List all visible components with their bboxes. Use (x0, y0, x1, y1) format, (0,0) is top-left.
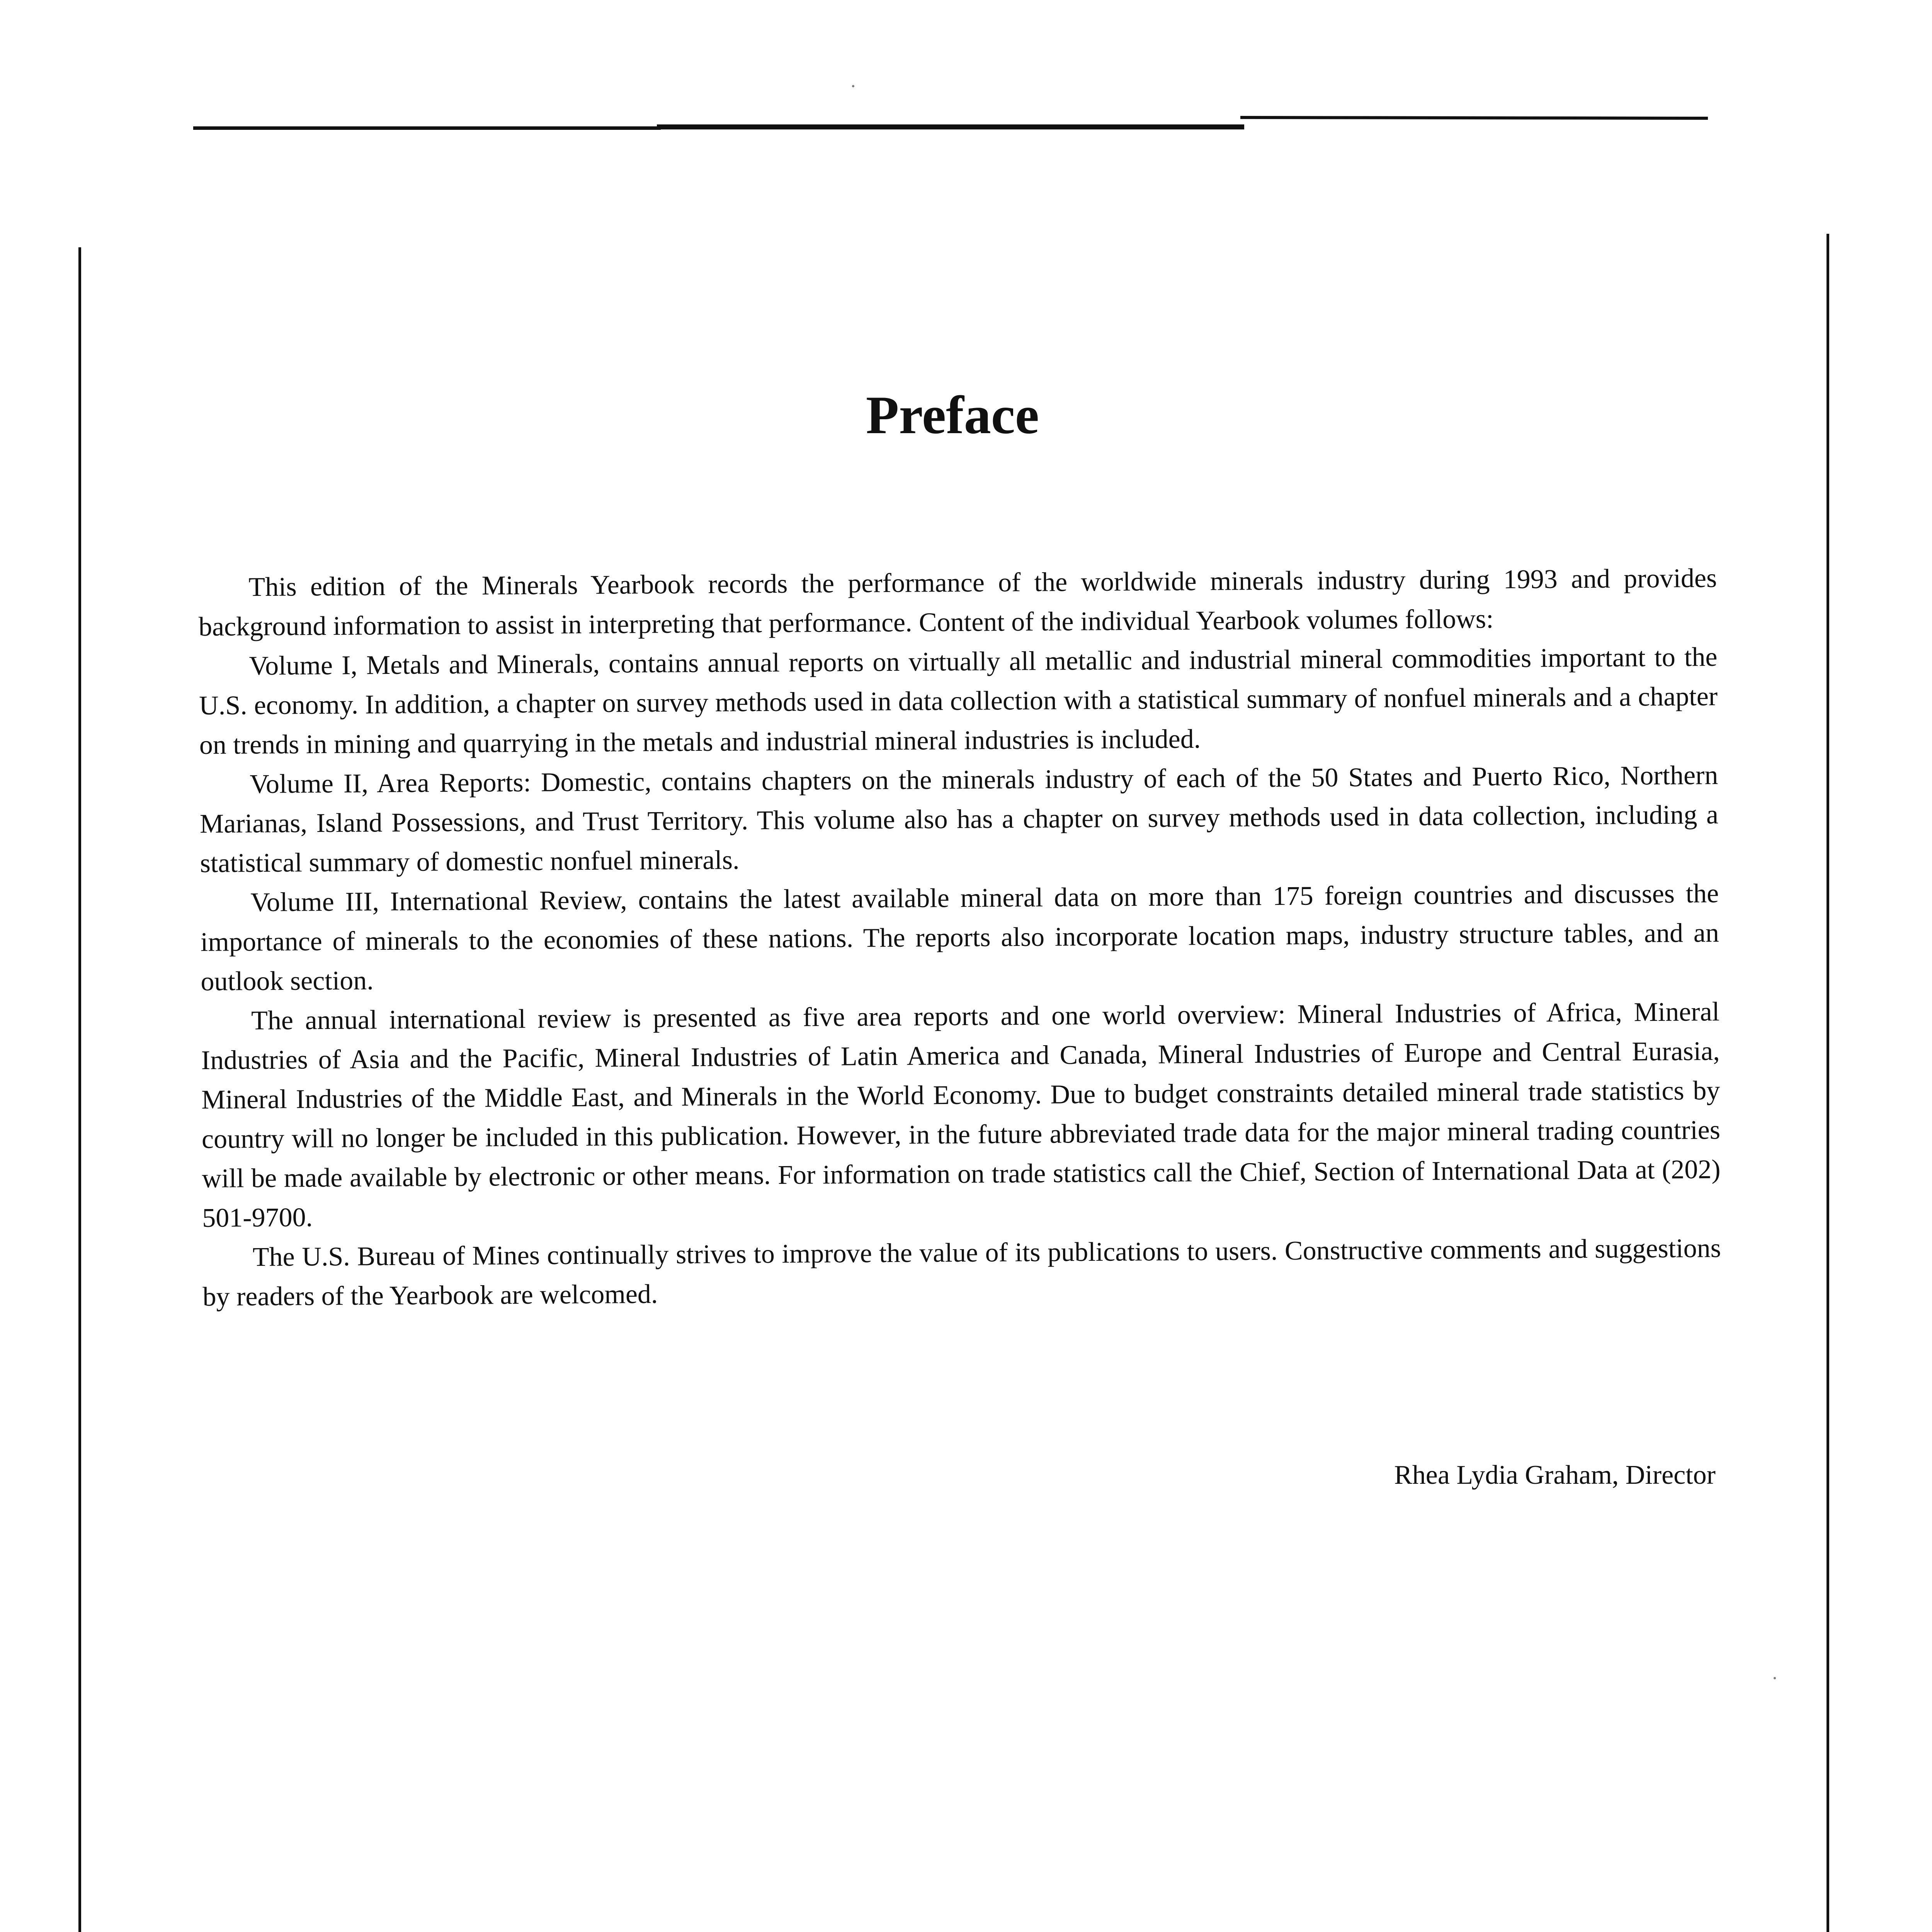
right-margin-rule (1827, 234, 1829, 1932)
preface-paragraph-feedback: The U.S. Bureau of Mines continually strives to improve the value of its publications to users. Constructive comments and suggestions by readers of the Yearbook are welcomed. (202, 1233, 1721, 1312)
preface-body (198, 559, 1721, 1317)
top-rule-left-segment (193, 126, 661, 130)
preface-paragraph-volume-three: Volume III, International Review, contains the latest available mineral data on more than 175 foreign countries and discusses the importance of minerals to the economies of these nations. The reports also incorporate location maps, industry structure tables, and an outlook section. (200, 878, 1719, 997)
preface-paragraph-volume-two: Volume II, Area Reports: Domestic, contains chapters on the minerals industry of each of the 50 States and Puerto Rico, Northern Marianas, Island Possessions, and Trust Territory. This volume also has a chapter on survey methods used in data collection, including a statistical summary of domestic nonfuel minerals. (199, 760, 1719, 878)
preface-paragraph-overview: This edition of the Minerals Yearbook records the performance of the worldwide minerals industry during 1993 and provides background information to assist in interpreting that performance. Content of the individual Yearbook volumes follows: (198, 563, 1717, 642)
top-rule-center-segment (657, 124, 1244, 129)
scan-speck (1774, 1677, 1776, 1679)
top-rule-right-segment (1240, 116, 1708, 120)
director-signature: Rhea Lydia Graham, Director (1394, 1460, 1716, 1490)
preface-paragraph-volume-one: Volume I, Metals and Minerals, contains annual reports on virtually all metallic and industrial mineral commodities important to the U.S. economy. In addition, a chapter on survey methods used in data collection with a statistical summary of nonfuel minerals and a chapter on trends in mining and quarrying in the metals and industrial mineral industries is included. (199, 642, 1718, 760)
scan-speck (852, 85, 854, 87)
preface-paragraph-international-review: The annual international review is presented as five area reports and one world overview: Mineral Industries of Africa, Mineral Industries of Asia and the Pacific, Mineral Industries of Latin America and Canada, Mineral Industries of Europe and Central Eurasia, Mineral Industries of the Middle East, and Minerals in the World Economy. Due to budget constraints detailed mineral trade statistics by country will no longer be included in this publication. However, in the future abbreviated trade data for the major mineral trading countries will be made available by electronic or other means. For information on trade statistics call the Chief, Section of International Data at (202) 501-9700. (201, 997, 1721, 1233)
left-margin-rule (78, 247, 81, 1932)
page-title: Preface (866, 385, 1039, 445)
